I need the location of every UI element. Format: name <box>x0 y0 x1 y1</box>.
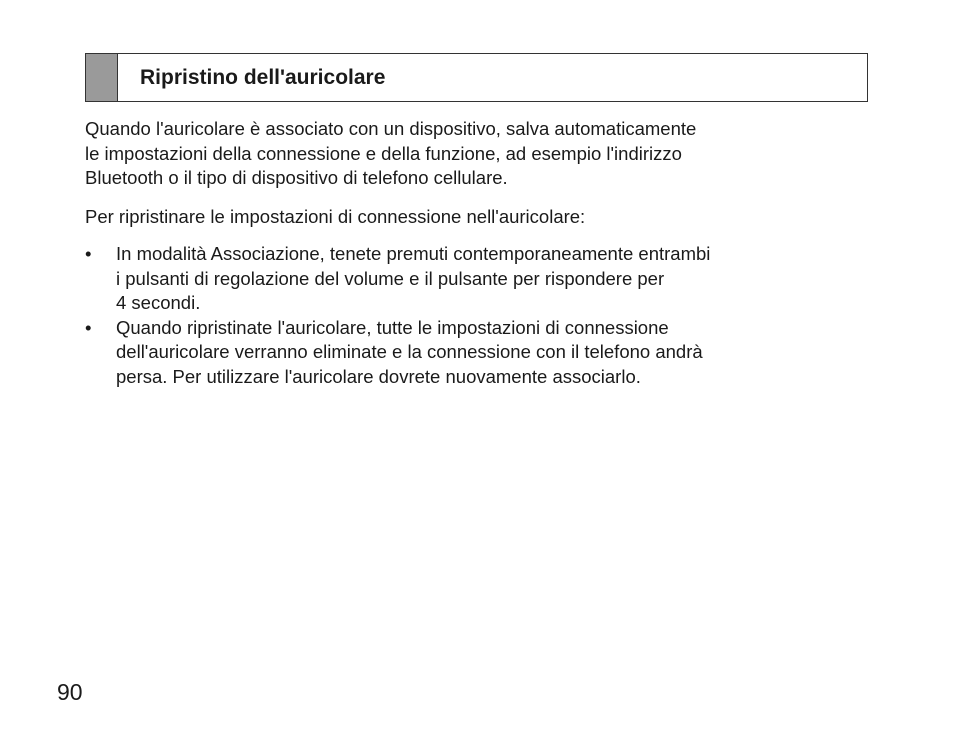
instruction-list <box>85 242 845 389</box>
lead-paragraph: Per ripristinare le impostazioni di connessione nell'auricolare: <box>85 205 586 227</box>
list-item-line: dell'auricolare verranno eliminate e la connessione con il telefono andrà <box>116 341 703 362</box>
intro-line: le impostazioni della connessione e della funzione, ad esempio l'indirizzo <box>85 142 682 164</box>
section-header <box>85 53 868 102</box>
section-marker-bar <box>86 54 118 101</box>
page-content <box>85 117 845 389</box>
bullet-icon: • <box>85 316 92 338</box>
intro-line: Bluetooth o il tipo di dispositivo di telefono cellulare. <box>85 167 508 188</box>
list-item <box>85 242 845 316</box>
list-item-line: In modalità Associazione, tenete premuti contemporaneamente entrambi <box>116 243 711 264</box>
page-number: 90 <box>57 679 83 705</box>
intro-line: Quando l'auricolare è associato con un dispositivo, salva automaticamente <box>85 118 697 139</box>
list-item-line: persa. Per utilizzare l'auricolare dovrete nuovamente associarlo. <box>116 365 641 387</box>
bullet-icon: • <box>85 243 92 264</box>
list-item-line: Quando ripristinate l'auricolare, tutte le impostazioni di connessione <box>116 316 669 338</box>
intro-paragraph <box>85 117 845 191</box>
list-item-line: i pulsanti di regolazione del volume e il pulsante per rispondere per <box>116 267 665 289</box>
list-item <box>85 316 845 390</box>
section-title: Ripristino dell'auricolare <box>140 65 386 89</box>
list-item-line: 4 secondi. <box>116 292 201 313</box>
